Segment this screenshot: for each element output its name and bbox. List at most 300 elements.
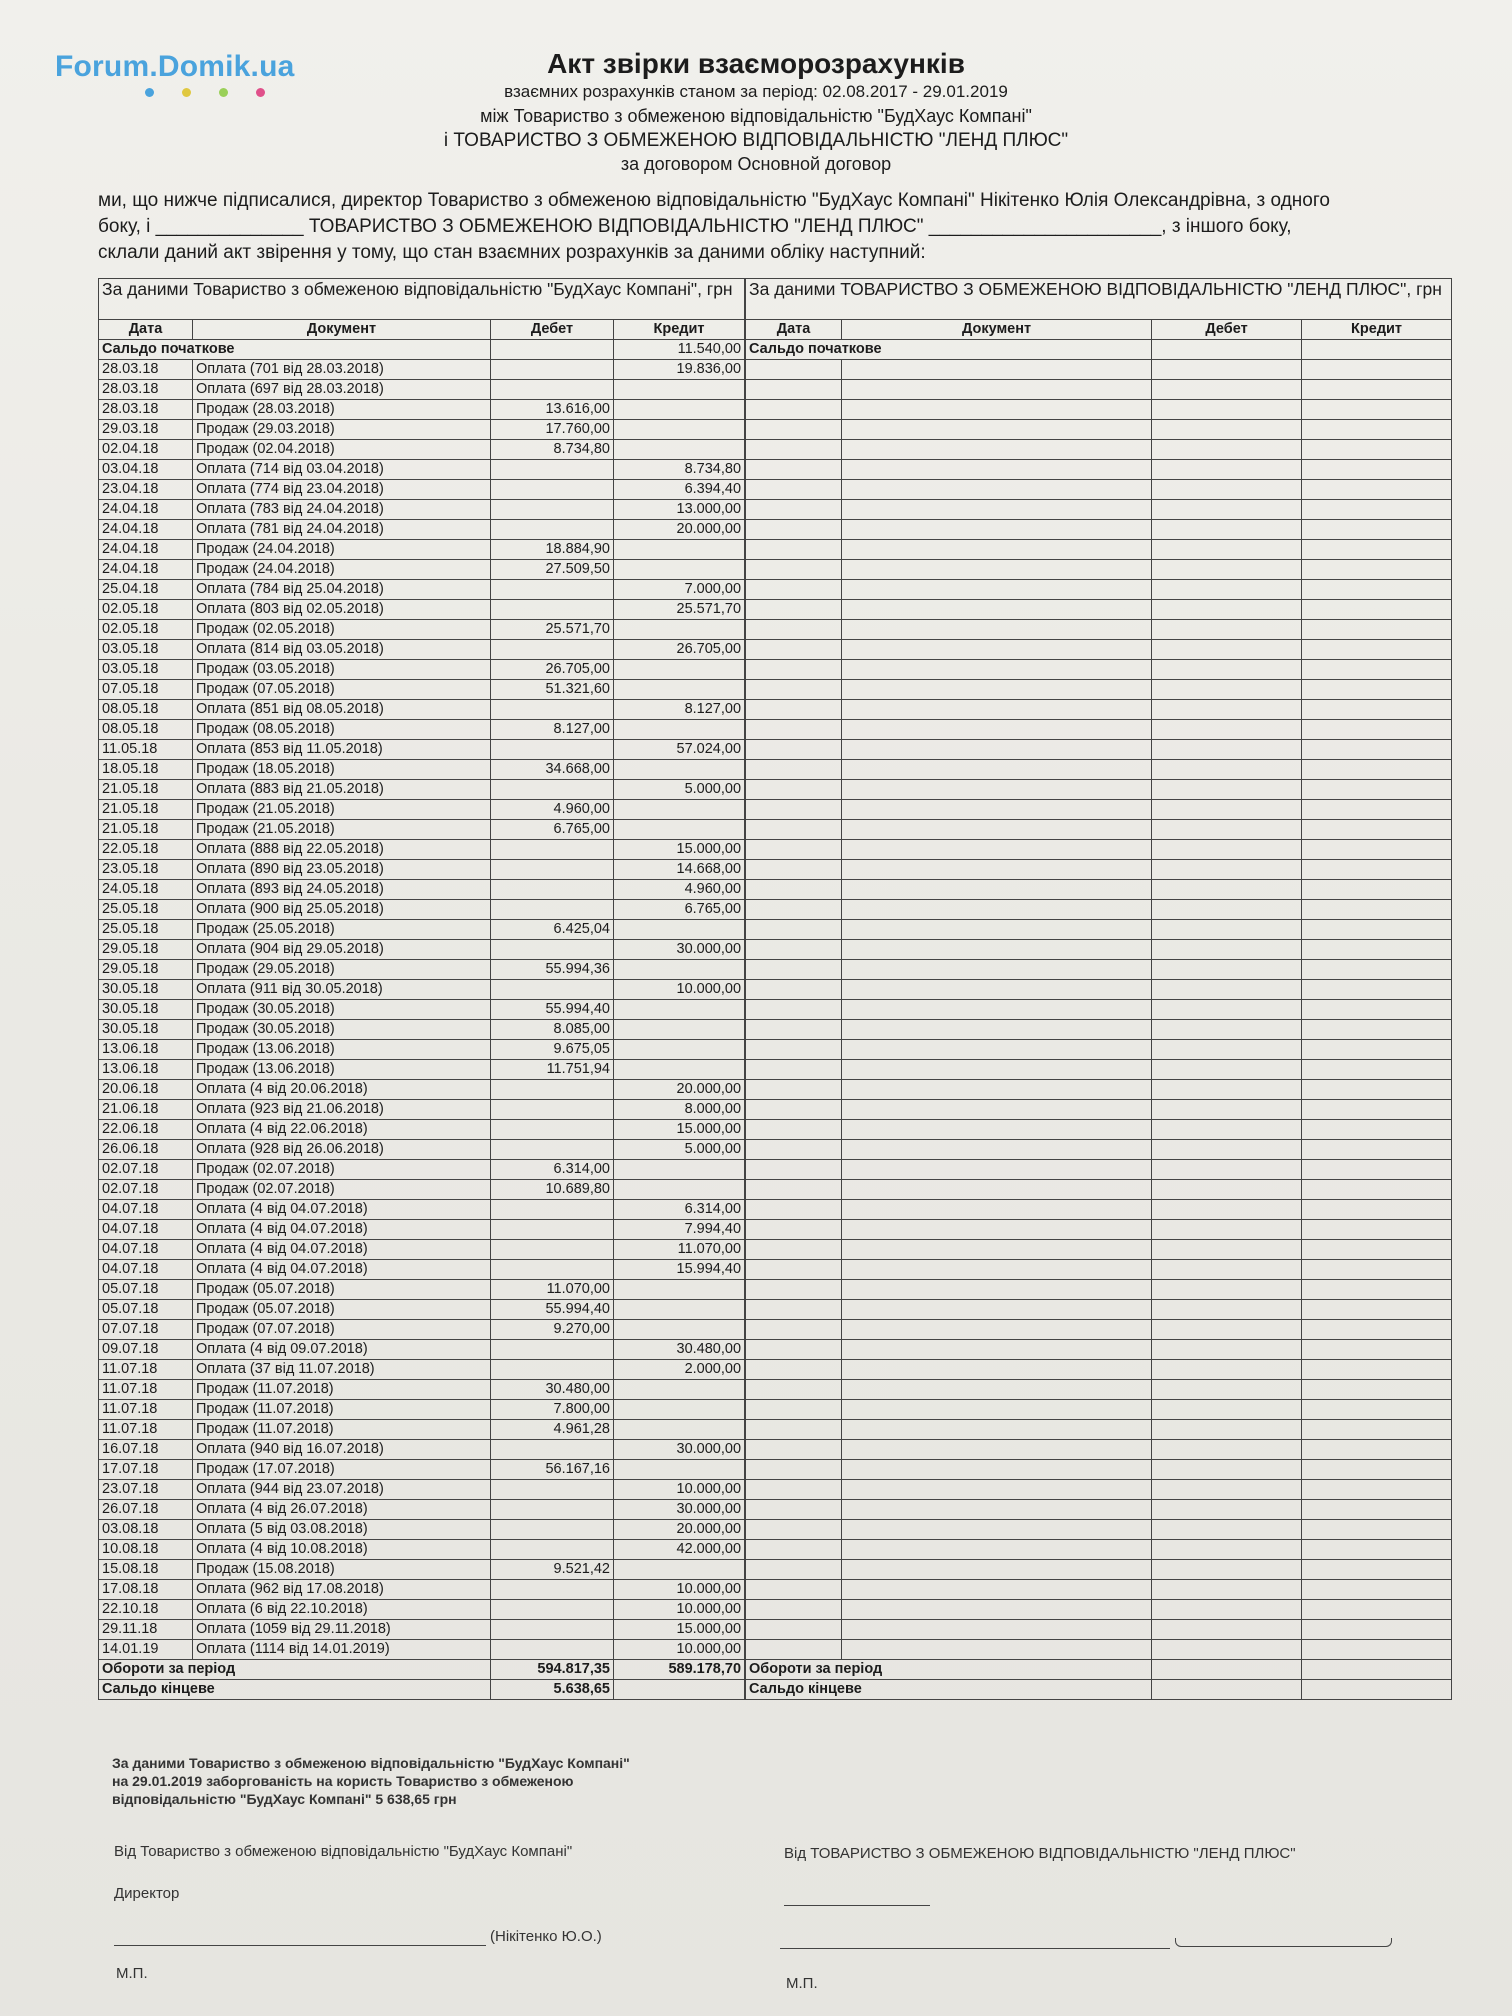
row-date: 24.05.18	[99, 880, 193, 900]
row-credit: 30.000,00	[614, 1500, 745, 1520]
row-credit	[1302, 1300, 1452, 1320]
row-debit	[491, 1520, 614, 1540]
empty-ledger-row	[746, 600, 1452, 620]
row-document	[842, 1580, 1152, 1600]
opening-balance-label: Сальдо початкове	[746, 340, 1152, 360]
row-debit	[1152, 1220, 1302, 1240]
row-credit: 30.000,00	[614, 1440, 745, 1460]
row-date	[746, 1620, 842, 1640]
turnover-credit: 589.178,70	[614, 1660, 745, 1680]
row-date	[746, 720, 842, 740]
row-document	[842, 640, 1152, 660]
row-date	[746, 460, 842, 480]
row-debit	[1152, 1440, 1302, 1460]
row-debit	[1152, 1340, 1302, 1360]
ledger-row	[99, 400, 745, 420]
row-document	[842, 1260, 1152, 1280]
row-document: Оплата (4 від 04.07.2018)	[193, 1260, 491, 1280]
row-date	[746, 1460, 842, 1480]
row-debit	[491, 600, 614, 620]
empty-ledger-row	[746, 460, 1452, 480]
row-debit	[1152, 720, 1302, 740]
closing-credit	[1302, 1680, 1452, 1700]
row-debit	[1152, 1500, 1302, 1520]
row-credit: 10.000,00	[614, 1580, 745, 1600]
row-document	[842, 500, 1152, 520]
row-date: 03.05.18	[99, 660, 193, 680]
row-document	[842, 1360, 1152, 1380]
row-debit: 7.800,00	[491, 1400, 614, 1420]
empty-ledger-row	[746, 1040, 1452, 1060]
row-date	[746, 1080, 842, 1100]
ledger-row	[99, 1380, 745, 1400]
empty-ledger-row	[746, 1400, 1452, 1420]
row-credit: 5.000,00	[614, 780, 745, 800]
row-debit	[491, 520, 614, 540]
row-debit	[1152, 940, 1302, 960]
intro-line-1: ми, що нижче підписалися, директор Товариство з обмеженою відповідальністю "БудХаус Компані" Нікітенко Юлія Олександрівна, з одного	[98, 190, 1330, 211]
row-date: 25.05.18	[99, 920, 193, 940]
row-date	[746, 760, 842, 780]
row-document	[842, 920, 1152, 940]
row-date	[746, 580, 842, 600]
signature-line-right	[780, 1948, 1170, 1949]
row-credit	[1302, 960, 1452, 980]
row-document: Оплата (4 від 20.06.2018)	[193, 1080, 491, 1100]
ledger-row	[99, 1520, 745, 1540]
row-credit	[1302, 1360, 1452, 1380]
row-document	[842, 1200, 1152, 1220]
row-credit	[614, 1420, 745, 1440]
row-document	[842, 1480, 1152, 1500]
row-document: Оплата (900 від 25.05.2018)	[193, 900, 491, 920]
opening-credit: 11.540,00	[614, 340, 745, 360]
row-document	[842, 1280, 1152, 1300]
row-date	[746, 540, 842, 560]
row-credit	[1302, 1600, 1452, 1620]
row-date: 21.05.18	[99, 800, 193, 820]
empty-ledger-row	[746, 1080, 1452, 1100]
row-date: 23.05.18	[99, 860, 193, 880]
row-date	[746, 1140, 842, 1160]
row-date: 25.04.18	[99, 580, 193, 600]
row-date	[746, 1640, 842, 1660]
row-credit	[614, 680, 745, 700]
row-document: Оплата (781 від 24.04.2018)	[193, 520, 491, 540]
empty-ledger-row	[746, 740, 1452, 760]
col-debit: Дебет	[1152, 320, 1302, 340]
row-date: 08.05.18	[99, 700, 193, 720]
empty-ledger-row	[746, 500, 1452, 520]
row-credit: 15.000,00	[614, 840, 745, 860]
row-document	[842, 1020, 1152, 1040]
row-document: Продаж (30.05.2018)	[193, 1020, 491, 1040]
row-date	[746, 780, 842, 800]
row-credit	[1302, 1560, 1452, 1580]
row-credit	[614, 400, 745, 420]
row-date: 25.05.18	[99, 900, 193, 920]
period-line: взаємних розрахунків станом за період: 02.08.2017 - 29.01.2019	[504, 82, 1008, 101]
ledger-row	[99, 740, 745, 760]
empty-ledger-row	[746, 1520, 1452, 1540]
empty-ledger-row	[746, 1160, 1452, 1180]
row-document: Оплата (6 від 22.10.2018)	[193, 1600, 491, 1620]
row-document	[842, 480, 1152, 500]
row-date	[746, 1260, 842, 1280]
row-document: Оплата (928 від 26.06.2018)	[193, 1140, 491, 1160]
ledger-row	[99, 1640, 745, 1660]
row-date	[746, 940, 842, 960]
col-debit: Дебет	[491, 320, 614, 340]
row-date: 13.06.18	[99, 1040, 193, 1060]
row-document	[842, 840, 1152, 860]
row-credit	[1302, 1200, 1452, 1220]
empty-ledger-row	[746, 620, 1452, 640]
row-credit	[1302, 420, 1452, 440]
summary-line-3: відповідальністю "БудХаус Компані" 5 638,65 грн	[112, 1791, 457, 1807]
row-credit	[1302, 1380, 1452, 1400]
row-debit	[1152, 580, 1302, 600]
row-debit	[491, 780, 614, 800]
row-debit	[1152, 360, 1302, 380]
opening-debit	[491, 340, 614, 360]
ledger-row	[99, 640, 745, 660]
row-document	[842, 1560, 1152, 1580]
row-credit	[1302, 740, 1452, 760]
row-debit: 34.668,00	[491, 760, 614, 780]
row-debit	[1152, 1120, 1302, 1140]
empty-ledger-row	[746, 980, 1452, 1000]
row-document	[842, 1100, 1152, 1120]
row-document	[842, 1400, 1152, 1420]
empty-ledger-row	[746, 720, 1452, 740]
empty-ledger-row	[746, 1140, 1452, 1160]
row-credit: 10.000,00	[614, 1480, 745, 1500]
row-date: 15.08.18	[99, 1560, 193, 1580]
row-credit	[614, 1320, 745, 1340]
empty-ledger-row	[746, 1060, 1452, 1080]
row-document: Продаж (02.04.2018)	[193, 440, 491, 460]
empty-ledger-row	[746, 1180, 1452, 1200]
row-date: 29.05.18	[99, 940, 193, 960]
row-debit	[491, 1260, 614, 1280]
row-date: 23.04.18	[99, 480, 193, 500]
row-credit: 14.668,00	[614, 860, 745, 880]
ledger-row	[99, 620, 745, 640]
reconciliation-tables	[98, 278, 1450, 1700]
row-document: Оплата (940 від 16.07.2018)	[193, 1440, 491, 1460]
row-debit	[1152, 1400, 1302, 1420]
row-credit	[1302, 1540, 1452, 1560]
row-document	[842, 560, 1152, 580]
row-date	[746, 1240, 842, 1260]
row-document	[842, 680, 1152, 700]
row-debit: 55.994,40	[491, 1300, 614, 1320]
turnover-row	[746, 1660, 1452, 1680]
row-date: 24.04.18	[99, 560, 193, 580]
ledger-row	[99, 1260, 745, 1280]
row-debit	[491, 1640, 614, 1660]
row-date: 11.07.18	[99, 1380, 193, 1400]
row-date	[746, 1560, 842, 1580]
ledger-row	[99, 800, 745, 820]
row-date: 21.05.18	[99, 780, 193, 800]
ledger-row	[99, 820, 745, 840]
closing-balance-row	[746, 1680, 1452, 1700]
row-credit	[1302, 660, 1452, 680]
row-document: Продаж (24.04.2018)	[193, 560, 491, 580]
row-document: Оплата (883 від 21.05.2018)	[193, 780, 491, 800]
empty-ledger-row	[746, 1120, 1452, 1140]
row-credit	[1302, 1420, 1452, 1440]
row-date	[746, 400, 842, 420]
row-date: 29.11.18	[99, 1620, 193, 1640]
row-debit: 6.314,00	[491, 1160, 614, 1180]
ledger-row	[99, 460, 745, 480]
director-label: Директор	[114, 1885, 180, 1902]
ledger-row	[99, 500, 745, 520]
row-credit	[1302, 600, 1452, 620]
row-date: 11.07.18	[99, 1400, 193, 1420]
ledger-row	[99, 1500, 745, 1520]
row-credit	[1302, 780, 1452, 800]
row-date	[746, 680, 842, 700]
row-document	[842, 380, 1152, 400]
row-document	[842, 880, 1152, 900]
row-credit: 8.000,00	[614, 1100, 745, 1120]
row-debit	[1152, 1040, 1302, 1060]
row-debit	[1152, 500, 1302, 520]
row-date: 13.06.18	[99, 1060, 193, 1080]
row-credit	[614, 420, 745, 440]
row-debit	[1152, 1020, 1302, 1040]
turnover-label: Обороти за період	[746, 1660, 1152, 1680]
opening-balance-row	[746, 340, 1452, 360]
row-document: Продаж (30.05.2018)	[193, 1000, 491, 1020]
empty-ledger-row	[746, 1380, 1452, 1400]
empty-ledger-row	[746, 1420, 1452, 1440]
row-document: Оплата (890 від 23.05.2018)	[193, 860, 491, 880]
row-debit	[491, 1440, 614, 1460]
ledger-row	[99, 980, 745, 1000]
row-debit	[1152, 1060, 1302, 1080]
ledger-row	[99, 1600, 745, 1620]
row-debit	[1152, 1580, 1302, 1600]
row-date: 03.08.18	[99, 1520, 193, 1540]
row-debit	[491, 1080, 614, 1100]
row-debit	[491, 640, 614, 660]
row-debit: 13.616,00	[491, 400, 614, 420]
row-document: Продаж (11.07.2018)	[193, 1380, 491, 1400]
empty-ledger-row	[746, 920, 1452, 940]
stamp-right: М.П.	[786, 1975, 818, 1992]
row-credit	[1302, 1260, 1452, 1280]
row-date: 18.05.18	[99, 760, 193, 780]
row-debit: 27.509,50	[491, 560, 614, 580]
row-debit	[1152, 880, 1302, 900]
row-document	[842, 1420, 1152, 1440]
row-date	[746, 360, 842, 380]
right-ledger-table	[745, 278, 1452, 1700]
ledger-row	[99, 1060, 745, 1080]
left-table-body	[99, 340, 745, 1660]
between-line: між Товариство з обмеженою відповідальністю "БудХаус Компані"	[480, 106, 1032, 126]
row-date: 02.04.18	[99, 440, 193, 460]
empty-ledger-row	[746, 480, 1452, 500]
row-document: Оплата (962 від 17.08.2018)	[193, 1580, 491, 1600]
row-debit	[491, 1600, 614, 1620]
row-debit	[1152, 800, 1302, 820]
row-date	[746, 660, 842, 680]
empty-ledger-row	[746, 1020, 1452, 1040]
row-date	[746, 1160, 842, 1180]
row-debit	[1152, 520, 1302, 540]
row-debit	[1152, 660, 1302, 680]
row-credit: 6.394,40	[614, 480, 745, 500]
signature-line-right-short	[784, 1905, 930, 1906]
row-debit	[491, 580, 614, 600]
row-credit	[614, 800, 745, 820]
row-document: Продаж (29.05.2018)	[193, 960, 491, 980]
empty-ledger-row	[746, 1440, 1452, 1460]
row-date: 21.06.18	[99, 1100, 193, 1120]
row-debit	[491, 840, 614, 860]
row-date	[746, 800, 842, 820]
row-document	[842, 1620, 1152, 1640]
row-document: Оплата (814 від 03.05.2018)	[193, 640, 491, 660]
row-document: Оплата (784 від 25.04.2018)	[193, 580, 491, 600]
row-debit: 18.884,90	[491, 540, 614, 560]
row-debit	[1152, 1200, 1302, 1220]
row-document	[842, 440, 1152, 460]
col-document: Документ	[193, 320, 491, 340]
row-document	[842, 1080, 1152, 1100]
row-debit	[1152, 1540, 1302, 1560]
row-debit: 8.734,80	[491, 440, 614, 460]
row-date	[746, 1420, 842, 1440]
row-document	[842, 1440, 1152, 1460]
ledger-row	[99, 940, 745, 960]
empty-ledger-row	[746, 840, 1452, 860]
empty-ledger-row	[746, 800, 1452, 820]
closing-credit	[614, 1680, 745, 1700]
row-date	[746, 1000, 842, 1020]
row-credit	[1302, 980, 1452, 1000]
ledger-row	[99, 1580, 745, 1600]
ledger-row	[99, 1320, 745, 1340]
row-date: 28.03.18	[99, 360, 193, 380]
row-document: Продаж (11.07.2018)	[193, 1400, 491, 1420]
row-document: Оплата (4 від 26.07.2018)	[193, 1500, 491, 1520]
ledger-row	[99, 1480, 745, 1500]
ledger-row	[99, 1040, 745, 1060]
row-credit	[1302, 540, 1452, 560]
turnover-row	[99, 1660, 745, 1680]
empty-ledger-row	[746, 960, 1452, 980]
row-credit: 7.994,40	[614, 1220, 745, 1240]
row-credit	[614, 1380, 745, 1400]
row-date	[746, 1180, 842, 1200]
row-credit: 6.765,00	[614, 900, 745, 920]
row-date	[746, 500, 842, 520]
row-debit: 11.070,00	[491, 1280, 614, 1300]
row-credit: 20.000,00	[614, 520, 745, 540]
empty-ledger-row	[746, 420, 1452, 440]
summary-line-1: За даними Товариство з обмеженою відповідальністю "БудХаус Компані"	[112, 1755, 630, 1771]
row-credit	[614, 1160, 745, 1180]
row-debit	[491, 500, 614, 520]
row-document: Оплата (783 від 24.04.2018)	[193, 500, 491, 520]
ledger-row	[99, 680, 745, 700]
row-debit	[1152, 1640, 1302, 1660]
row-document	[842, 1120, 1152, 1140]
row-date: 23.07.18	[99, 1480, 193, 1500]
row-credit	[1302, 1140, 1452, 1160]
row-credit	[614, 1560, 745, 1580]
ledger-row	[99, 1180, 745, 1200]
summary-line-2: на 29.01.2019 заборгованість на користь Товариство з обмеженою	[112, 1773, 574, 1789]
row-debit	[491, 480, 614, 500]
row-date: 11.07.18	[99, 1360, 193, 1380]
row-document	[842, 1240, 1152, 1260]
row-date	[746, 860, 842, 880]
row-date: 21.05.18	[99, 820, 193, 840]
row-document: Продаж (02.07.2018)	[193, 1180, 491, 1200]
row-debit	[1152, 1420, 1302, 1440]
row-document: Продаж (13.06.2018)	[193, 1060, 491, 1080]
row-document	[842, 420, 1152, 440]
row-date: 03.04.18	[99, 460, 193, 480]
row-credit	[614, 1000, 745, 1020]
row-credit: 10.000,00	[614, 1600, 745, 1620]
row-date: 29.05.18	[99, 960, 193, 980]
row-date	[746, 1600, 842, 1620]
row-credit	[614, 960, 745, 980]
row-credit: 20.000,00	[614, 1520, 745, 1540]
row-credit: 13.000,00	[614, 500, 745, 520]
row-document: Оплата (4 від 04.07.2018)	[193, 1220, 491, 1240]
row-document	[842, 780, 1152, 800]
row-document: Оплата (4 від 04.07.2018)	[193, 1240, 491, 1260]
turnover-debit: 594.817,35	[491, 1660, 614, 1680]
row-document	[842, 720, 1152, 740]
row-document	[842, 1380, 1152, 1400]
row-credit	[1302, 1520, 1452, 1540]
row-credit	[1302, 1000, 1452, 1020]
row-credit	[1302, 1340, 1452, 1360]
empty-ledger-row	[746, 640, 1452, 660]
row-date	[746, 1060, 842, 1080]
row-credit	[1302, 640, 1452, 660]
row-credit	[1302, 1440, 1452, 1460]
row-debit	[1152, 620, 1302, 640]
row-credit	[1302, 560, 1452, 580]
empty-ledger-row	[746, 380, 1452, 400]
name-bracket-right	[1175, 1938, 1392, 1947]
row-debit	[491, 1500, 614, 1520]
row-credit	[614, 920, 745, 940]
row-debit	[1152, 640, 1302, 660]
empty-ledger-row	[746, 1240, 1452, 1260]
empty-ledger-row	[746, 540, 1452, 560]
row-debit	[1152, 1480, 1302, 1500]
empty-ledger-row	[746, 1000, 1452, 1020]
ledger-row	[99, 1300, 745, 1320]
row-document	[842, 400, 1152, 420]
ledger-row	[99, 1620, 745, 1640]
row-date: 22.06.18	[99, 1120, 193, 1140]
row-credit	[1302, 460, 1452, 480]
